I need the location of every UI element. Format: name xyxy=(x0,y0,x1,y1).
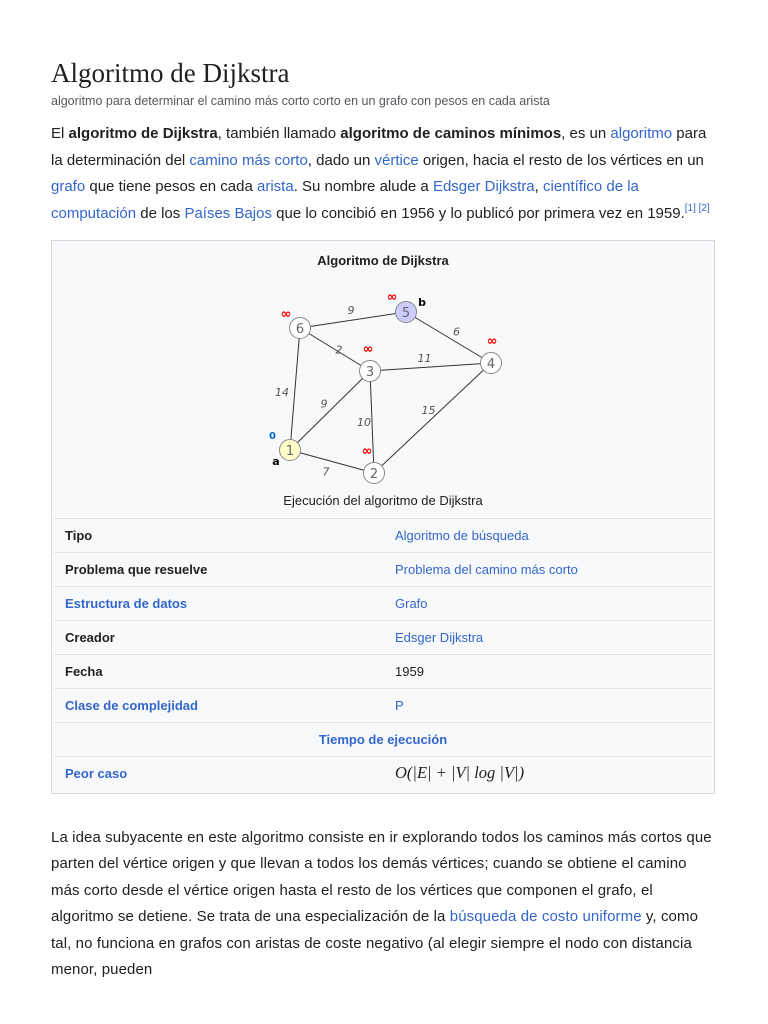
infobox-row-creador xyxy=(54,620,712,655)
page-title: Algoritmo de Dijkstra xyxy=(51,58,290,88)
link-camino-mas-corto[interactable]: camino más corto xyxy=(189,151,308,169)
intro-text: para la determinación del xyxy=(51,125,707,169)
node-distance-label: ∞ xyxy=(386,290,398,305)
node-label: 2 xyxy=(369,467,379,482)
node-distance-label: ∞ xyxy=(280,307,292,322)
intro-text: , también llamado xyxy=(217,125,341,142)
row-value-link[interactable]: Edsger Dijkstra xyxy=(395,630,484,645)
infobox-row-peor-caso xyxy=(54,756,712,793)
graph-edge xyxy=(290,371,370,450)
body-text: La idea subyacente en este algoritmo consiste en ir explorando todos los caminos más cortos que parten del vértice origen y que llevan a todos los demás vértices; cuando se obtiene el camino más corto desde el vértice origen hasta el resto de los vértices que componen el grafo, el algoritmo se detiene. Se trata de una especialización de la xyxy=(51,829,712,926)
edge-weight-label: 15 xyxy=(421,404,436,417)
intro-bold-term: algoritmo de Dijkstra xyxy=(68,125,218,142)
node-distance-label: 0 xyxy=(269,431,276,442)
edge-weight-label: 9 xyxy=(347,304,355,317)
body-paragraph xyxy=(51,825,717,983)
infobox-figure[interactable] xyxy=(269,290,512,483)
complexity-formula: O(|E| + |V| log |V|) xyxy=(395,763,525,782)
edge-weight-label: 10 xyxy=(357,416,371,429)
row-label: Problema que resuelve xyxy=(65,562,208,577)
link-vertice[interactable]: vértice xyxy=(374,151,419,169)
intro-text: origen, hacia el resto de los vértices en un xyxy=(418,151,704,169)
infobox-row-tipo xyxy=(54,518,712,553)
row-value-link[interactable]: Grafo xyxy=(395,596,428,611)
row-label: Creador xyxy=(65,630,115,645)
row-label-link[interactable]: Clase de complejidad xyxy=(65,698,198,713)
row-label: Tipo xyxy=(65,528,93,543)
infobox-row-problema xyxy=(54,552,712,587)
body-text: y, como tal, no funciona en grafos con aristas de coste negativo (al elegir siempre el nodo con distancia menor, pueden xyxy=(51,908,699,979)
link-paises-bajos[interactable]: Países Bajos xyxy=(184,204,272,222)
node-label: 4 xyxy=(486,357,496,372)
intro-bold-term: algoritmo de caminos mínimos xyxy=(340,125,562,142)
edge-weight-label: 9 xyxy=(320,397,328,411)
link-algoritmo[interactable]: algoritmo xyxy=(610,125,673,142)
link-arista[interactable]: arista xyxy=(257,178,294,195)
infobox xyxy=(51,240,715,794)
intro-text: , xyxy=(534,178,543,195)
section-header-link[interactable]: Tiempo de ejecución xyxy=(318,732,448,747)
infobox-row-complejidad xyxy=(54,688,712,723)
page-subtitle: algoritmo para determinar el camino más corto corto en un grafo con pesos en cada arista xyxy=(51,94,550,108)
intro-text: de los xyxy=(136,204,185,222)
figure-caption: Ejecución del algoritmo de Dijkstra xyxy=(283,493,483,508)
node-distance-label: ∞ xyxy=(486,334,498,349)
intro-text: , dado un xyxy=(307,151,375,169)
edge-weight-label: 7 xyxy=(322,465,330,479)
infobox-caption: Algoritmo de Dijkstra xyxy=(317,253,449,268)
reference-2[interactable]: [2] xyxy=(698,202,710,214)
edge-weight-label: 14 xyxy=(275,386,289,399)
intro-text: que tiene pesos en cada xyxy=(85,178,257,195)
node-tag-label: b xyxy=(418,296,426,309)
node-distance-label: ∞ xyxy=(361,444,373,459)
intro-text: que lo concibió en 1956 y lo publicó por primera vez en 1959. xyxy=(271,204,685,222)
reference-1[interactable]: [1] xyxy=(684,202,696,214)
node-label: 3 xyxy=(365,365,375,380)
link-grafo[interactable]: grafo xyxy=(51,178,86,195)
intro-text: El xyxy=(51,125,69,142)
link-edsger-dijkstra[interactable]: Edsger Dijkstra xyxy=(432,178,535,195)
dijkstra-graph-diagram xyxy=(269,290,512,483)
row-value-link[interactable]: P xyxy=(395,698,404,713)
node-distance-label: ∞ xyxy=(362,342,374,357)
node-label: 5 xyxy=(401,306,411,321)
row-value-link[interactable]: Algoritmo de búsqueda xyxy=(395,528,529,543)
graph-edge xyxy=(290,328,300,450)
link-cientifico-computacion[interactable]: científico de la computación xyxy=(51,178,639,222)
row-label: Fecha xyxy=(65,664,103,679)
node-tag-label: a xyxy=(272,455,280,468)
infobox-row-estructura xyxy=(54,586,712,621)
intro-text: . Su nombre alude a xyxy=(293,178,433,195)
row-value-link[interactable]: Problema del camino más corto xyxy=(395,562,578,577)
node-label: 1 xyxy=(285,444,295,459)
infobox-row-fecha xyxy=(54,654,712,689)
infobox-section-header xyxy=(54,722,712,757)
link-busqueda-costo-uniforme[interactable]: búsqueda de costo uniforme xyxy=(449,908,642,926)
graph-edge xyxy=(374,363,491,473)
edge-weight-label: 2 xyxy=(335,343,343,357)
intro-text: , es un xyxy=(561,125,611,142)
row-value: 1959 xyxy=(395,664,424,679)
node-label: 6 xyxy=(295,322,305,337)
intro-paragraph xyxy=(51,121,717,227)
row-label-link[interactable]: Estructura de datos xyxy=(65,596,188,611)
row-label-link[interactable]: Peor caso xyxy=(65,766,128,781)
edge-weight-label: 6 xyxy=(453,325,460,339)
edge-weight-label: 11 xyxy=(417,352,432,365)
